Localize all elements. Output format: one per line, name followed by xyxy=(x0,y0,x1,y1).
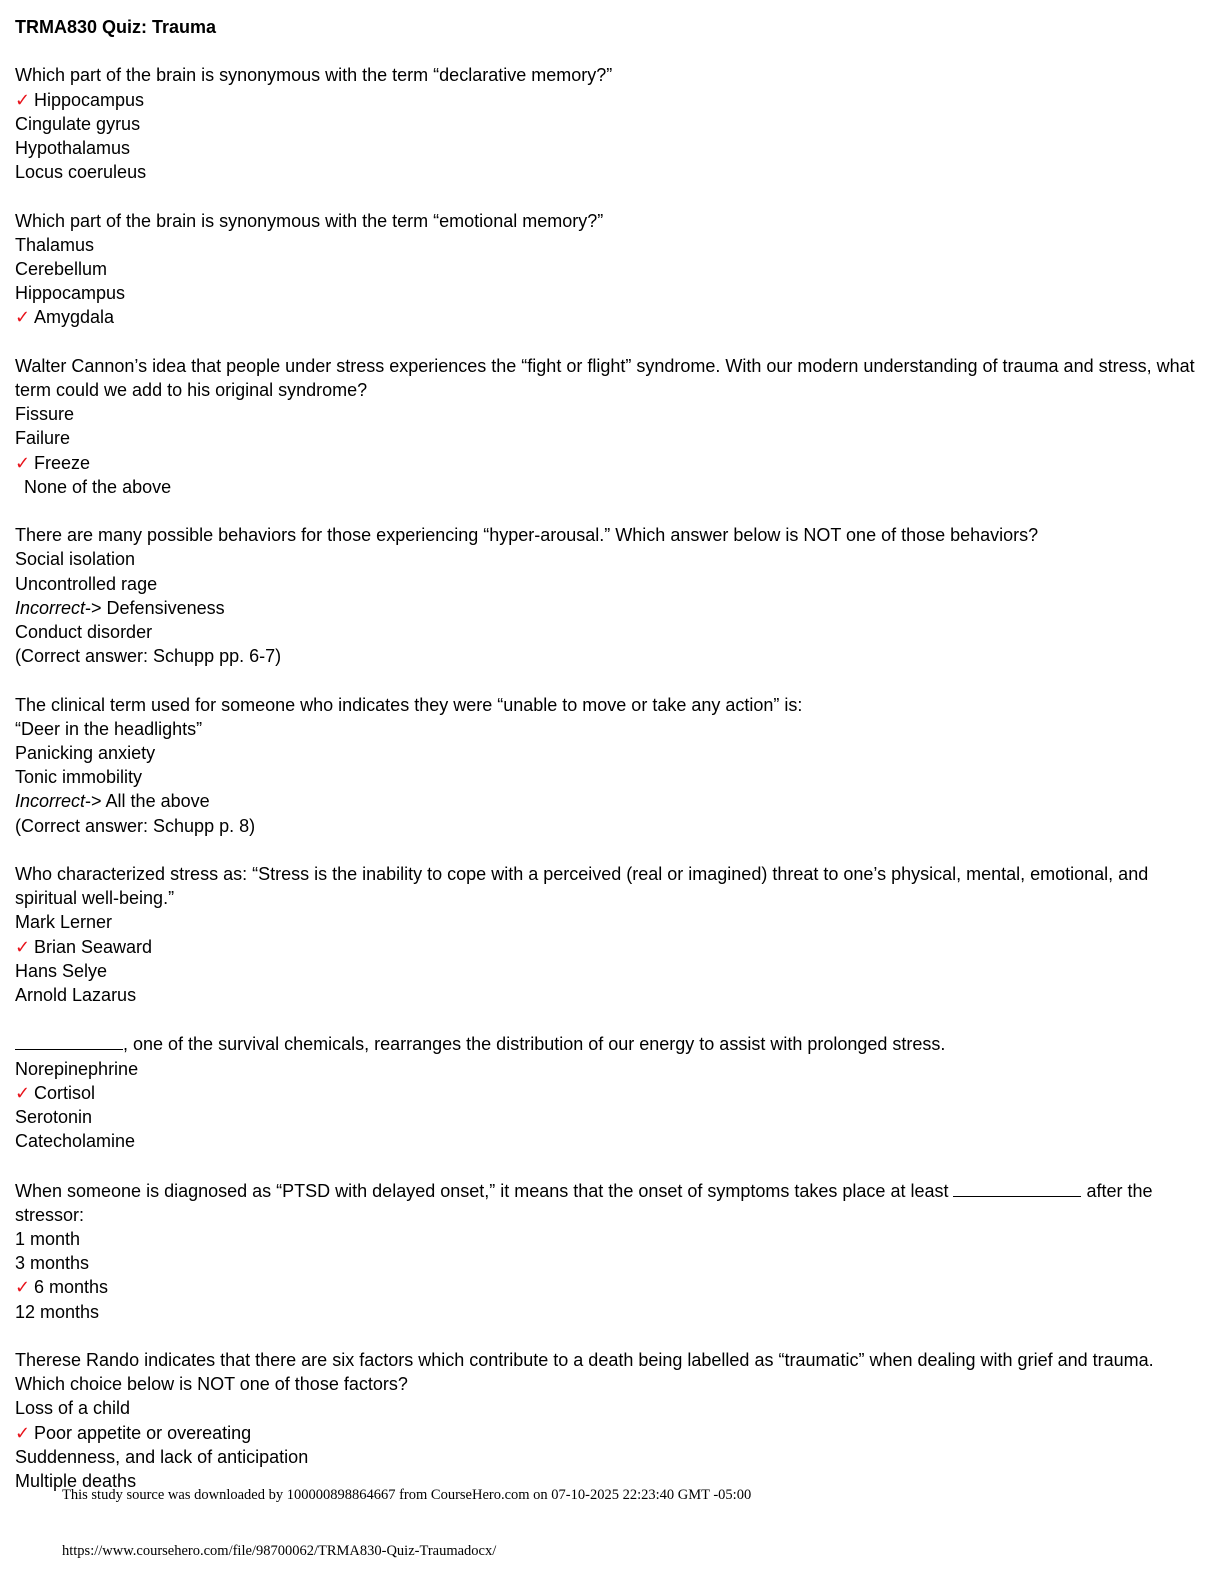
question-text: Who characterized stress as: “Stress is the inability to cope with a perceived (real or imagined) threat to one’s physical, mental, emotional, and spiritual well-being.” xyxy=(15,864,1149,909)
source-url[interactable]: https://www.coursehero.com/file/98700062/TRMA830-Quiz-Traumadocx/ xyxy=(62,1543,497,1559)
answer-option: Arnold Lazarus xyxy=(15,985,137,1006)
question-text: When someone is diagnosed as “PTSD with delayed onset,” it means that the onset of symptoms takes place at least after the stressor: xyxy=(15,1178,1205,1227)
answer-option: “Deer in the headlights” xyxy=(15,718,203,739)
answer-option-incorrect: Incorrect-> Defensiveness xyxy=(15,597,225,618)
question-block xyxy=(15,1348,1205,1493)
answer-option-incorrect: Incorrect-> All the above xyxy=(15,791,210,812)
question-text: The clinical term used for someone who indicates they were “unable to move or take any action” is: xyxy=(15,694,803,715)
answer-option: 1 month xyxy=(15,1229,81,1250)
checkmark-icon: ✓ xyxy=(15,1277,31,1298)
answer-option: Suddenness, and lack of anticipation xyxy=(15,1446,309,1467)
answer-option-selected: ✓ Cortisol xyxy=(15,1081,1205,1105)
question-text: Walter Cannon’s idea that people under stress experiences the “fight or flight” syndrome. With our modern understanding of trauma and stress, what term could we add to his original syndrome? xyxy=(15,355,1195,400)
fill-in-blank xyxy=(15,1031,123,1050)
correct-answer-note: (Correct answer: Schupp p. 8) xyxy=(15,815,256,836)
answer-option-selected: ✓ Brian Seaward xyxy=(15,935,1205,959)
question-block xyxy=(15,63,1205,184)
question-block xyxy=(15,693,1205,838)
answer-option-selected: ✓ 6 months xyxy=(15,1275,1205,1299)
question-text: There are many possible behaviors for those experiencing “hyper-arousal.” Which answer below is NOT one of those behaviors? xyxy=(15,525,1039,546)
answer-option: Hypothalamus xyxy=(15,137,131,158)
question-block xyxy=(15,523,1205,668)
checkmark-icon: ✓ xyxy=(15,307,31,328)
answer-option: Conduct disorder xyxy=(15,622,153,642)
question-text: Which part of the brain is synonymous with the term “emotional memory?” xyxy=(15,210,604,231)
correct-answer-note: (Correct answer: Schupp pp. 6-7) xyxy=(15,646,282,667)
answer-option: 12 months xyxy=(15,1301,100,1322)
quiz-document xyxy=(15,15,1205,1493)
answer-option: Thalamus xyxy=(15,234,95,255)
answer-option: 3 months xyxy=(15,1253,90,1274)
question-block xyxy=(15,862,1205,1007)
checkmark-icon: ✓ xyxy=(15,1082,31,1103)
answer-option: Catecholamine xyxy=(15,1131,136,1152)
question-text: , one of the survival chemicals, rearranges the distribution of our energy to assist with prolonged stress. xyxy=(15,1031,1205,1056)
answer-option: Norepinephrine xyxy=(15,1058,139,1079)
answer-option: Uncontrolled rage xyxy=(15,573,158,594)
incorrect-label: Incorrect xyxy=(15,597,86,618)
checkmark-icon: ✓ xyxy=(15,936,31,957)
incorrect-label: Incorrect xyxy=(15,791,86,812)
answer-option: Multiple deaths xyxy=(15,1471,137,1492)
checkmark-icon: ✓ xyxy=(15,452,31,473)
answer-option-selected: ✓ Poor appetite or overeating xyxy=(15,1421,1205,1445)
answer-option: Failure xyxy=(15,428,71,449)
question-text: Which part of the brain is synonymous with the term “declarative memory?” xyxy=(15,65,613,86)
answer-option: Tonic immobility xyxy=(15,767,143,788)
answer-option: Fissure xyxy=(15,404,75,425)
answer-option: None of the above xyxy=(24,476,172,497)
document-title: TRMA830 Quiz: Trauma xyxy=(15,17,217,37)
answer-option: Cingulate gyrus xyxy=(15,113,141,134)
answer-option-selected: ✓ Amygdala xyxy=(15,305,1205,329)
answer-option: Locus coeruleus xyxy=(15,162,147,183)
checkmark-icon: ✓ xyxy=(15,89,31,110)
answer-option: Social isolation xyxy=(15,549,136,570)
checkmark-icon: ✓ xyxy=(15,1422,31,1443)
question-block xyxy=(15,1178,1205,1324)
answer-option-selected: ✓ Freeze xyxy=(15,451,1205,475)
download-notice: This study source was downloaded by 100000898864667 from CourseHero.com on 07-10-2025 22:23:40 GMT -05:00 xyxy=(62,1487,752,1503)
question-text: Therese Rando indicates that there are six factors which contribute to a death being labelled as “traumatic” when dealing with grief and trauma. Which choice below is NOT one of those factors? xyxy=(15,1350,1154,1395)
answer-option: Serotonin xyxy=(15,1107,93,1128)
fill-in-blank xyxy=(953,1178,1081,1197)
answer-option: Mark Lerner xyxy=(15,912,113,933)
question-block xyxy=(15,209,1205,330)
answer-option: Hans Selye xyxy=(15,960,108,981)
answer-option-selected: ✓ Hippocampus xyxy=(15,88,1205,112)
answer-option: Cerebellum xyxy=(15,258,108,279)
answer-option: Loss of a child xyxy=(15,1398,131,1419)
question-block xyxy=(15,1031,1205,1153)
question-block xyxy=(15,354,1205,499)
answer-option: Panicking anxiety xyxy=(15,743,156,763)
answer-option: Hippocampus xyxy=(15,283,126,304)
